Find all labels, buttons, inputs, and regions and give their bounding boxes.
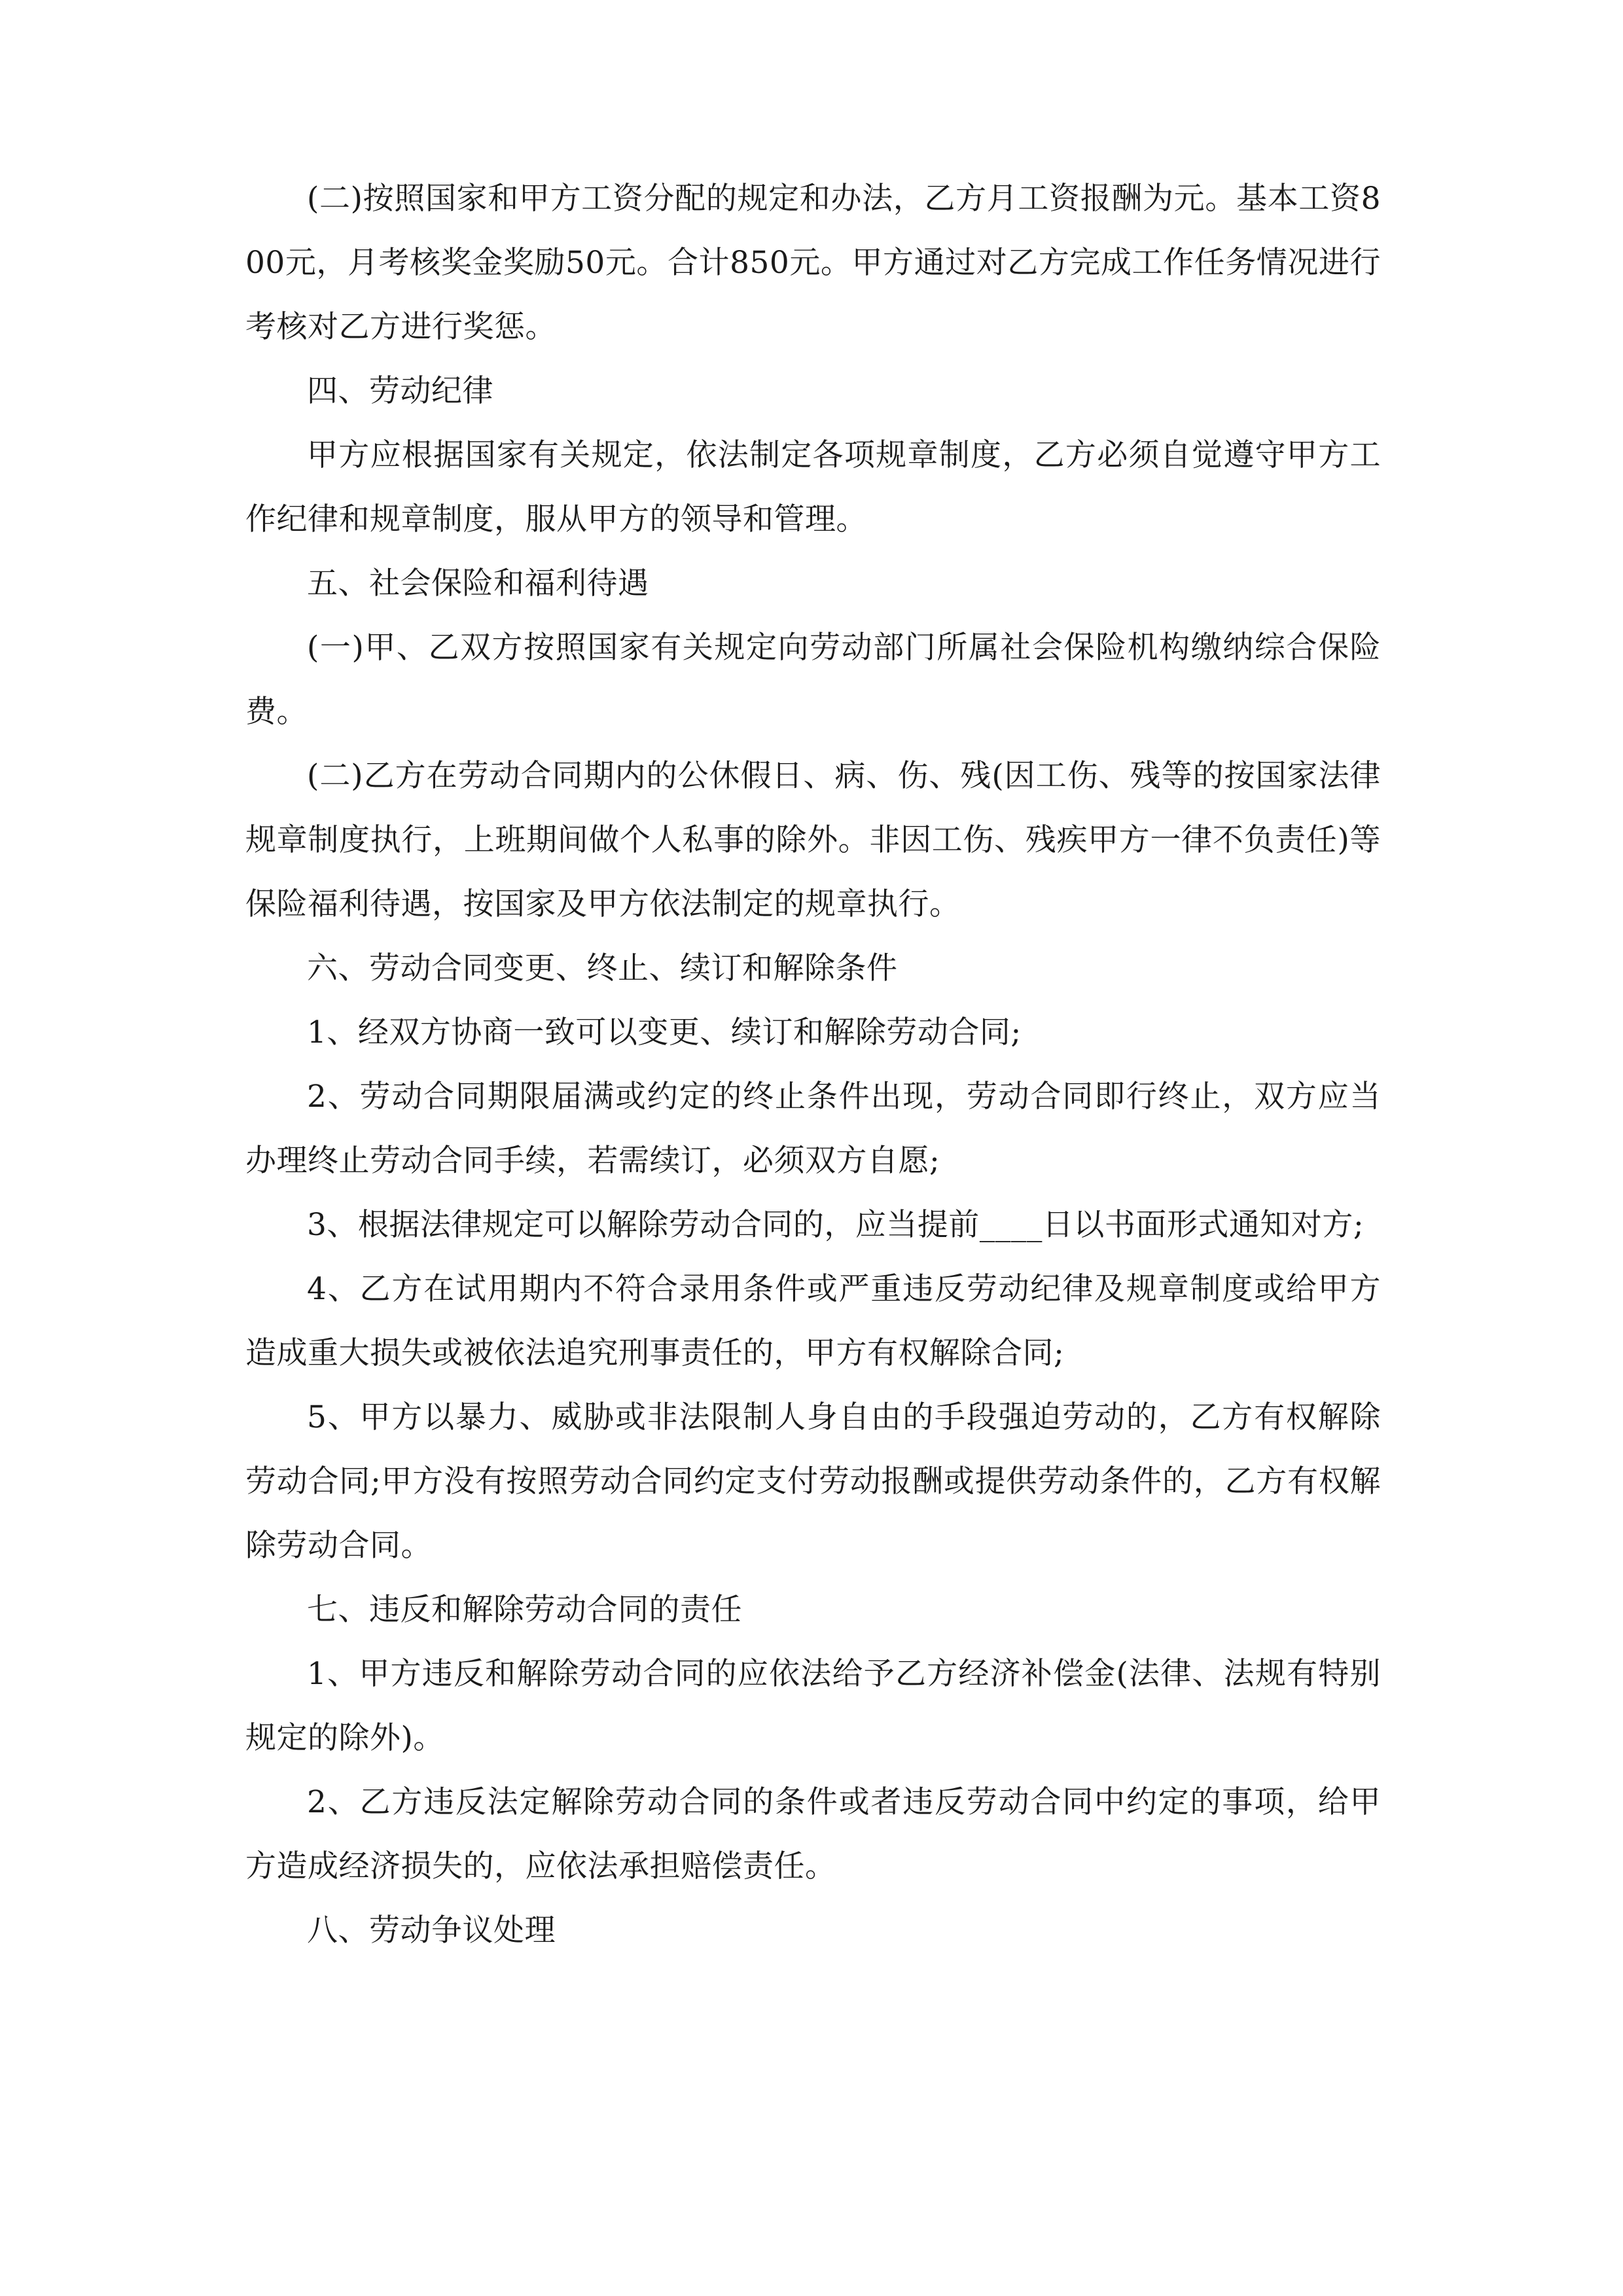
paragraph-change-4: 4、乙方在试用期内不符合录用条件或严重违反劳动纪律及规章制度或给甲方造成重大损失或被依法追究刑事责任的，甲方有权解除合同;: [245, 1271, 1381, 1371]
paragraph-change-3: 3、根据法律规定可以解除劳动合同的，应当提前____日以书面形式通知对方;: [307, 1207, 1364, 1243]
section-heading-liability: 七、违反和解除劳动合同的责任: [307, 1592, 742, 1628]
paragraph-discipline: 甲方应根据国家有关规定，依法制定各项规章制度，乙方必须自觉遵守甲方工作纪律和规章制度，服从甲方的领导和管理。: [245, 437, 1381, 537]
paragraph-insurance-2: (二)乙方在劳动合同期内的公休假日、病、伤、残(因工伤、残等的按国家法律规章制度执行，上班期间做个人私事的除外。非因工伤、残疾甲方一律不负责任)等保险福利待遇，按国家及甲方依法制定的规章执行。: [245, 758, 1381, 922]
paragraph-change-2: 2、劳动合同期限届满或约定的终止条件出现，劳动合同即行终止，双方应当办理终止劳动合同手续，若需续订，必须双方自愿;: [245, 1079, 1381, 1179]
section-heading-social-insurance: 五、社会保险和福利待遇: [307, 565, 649, 601]
paragraph-liability-2: 2、乙方违反法定解除劳动合同的条件或者违反劳动合同中约定的事项，给甲方造成经济损失的，应依法承担赔偿责任。: [245, 1784, 1381, 1884]
section-heading-labor-discipline: 四、劳动纪律: [307, 373, 493, 409]
paragraph-liability-1: 1、甲方违反和解除劳动合同的应依法给予乙方经济补偿金(法律、法规有特别规定的除外)。: [245, 1656, 1381, 1756]
paragraph-wages: (二)按照国家和甲方工资分配的规定和办法，乙方月工资报酬为元。基本工资800元，月考核奖金奖励50元。合计850元。甲方通过对乙方完成工作任务情况进行考核对乙方进行奖惩。: [245, 181, 1381, 345]
document-page: [245, 167, 1381, 1963]
section-heading-dispute: 八、劳动争议处理: [307, 1912, 556, 1948]
paragraph-change-1: 1、经双方协商一致可以变更、续订和解除劳动合同;: [307, 1014, 1022, 1050]
paragraph-change-5: 5、甲方以暴力、威胁或非法限制人身自由的手段强迫劳动的，乙方有权解除劳动合同;甲方没有按照劳动合同约定支付劳动报酬或提供劳动条件的，乙方有权解除劳动合同。: [245, 1399, 1381, 1564]
paragraph-insurance-1: (一)甲、乙双方按照国家有关规定向劳动部门所属社会保险机构缴纳综合保险费。: [245, 630, 1381, 730]
section-heading-contract-changes: 六、劳动合同变更、终止、续订和解除条件: [307, 950, 898, 986]
